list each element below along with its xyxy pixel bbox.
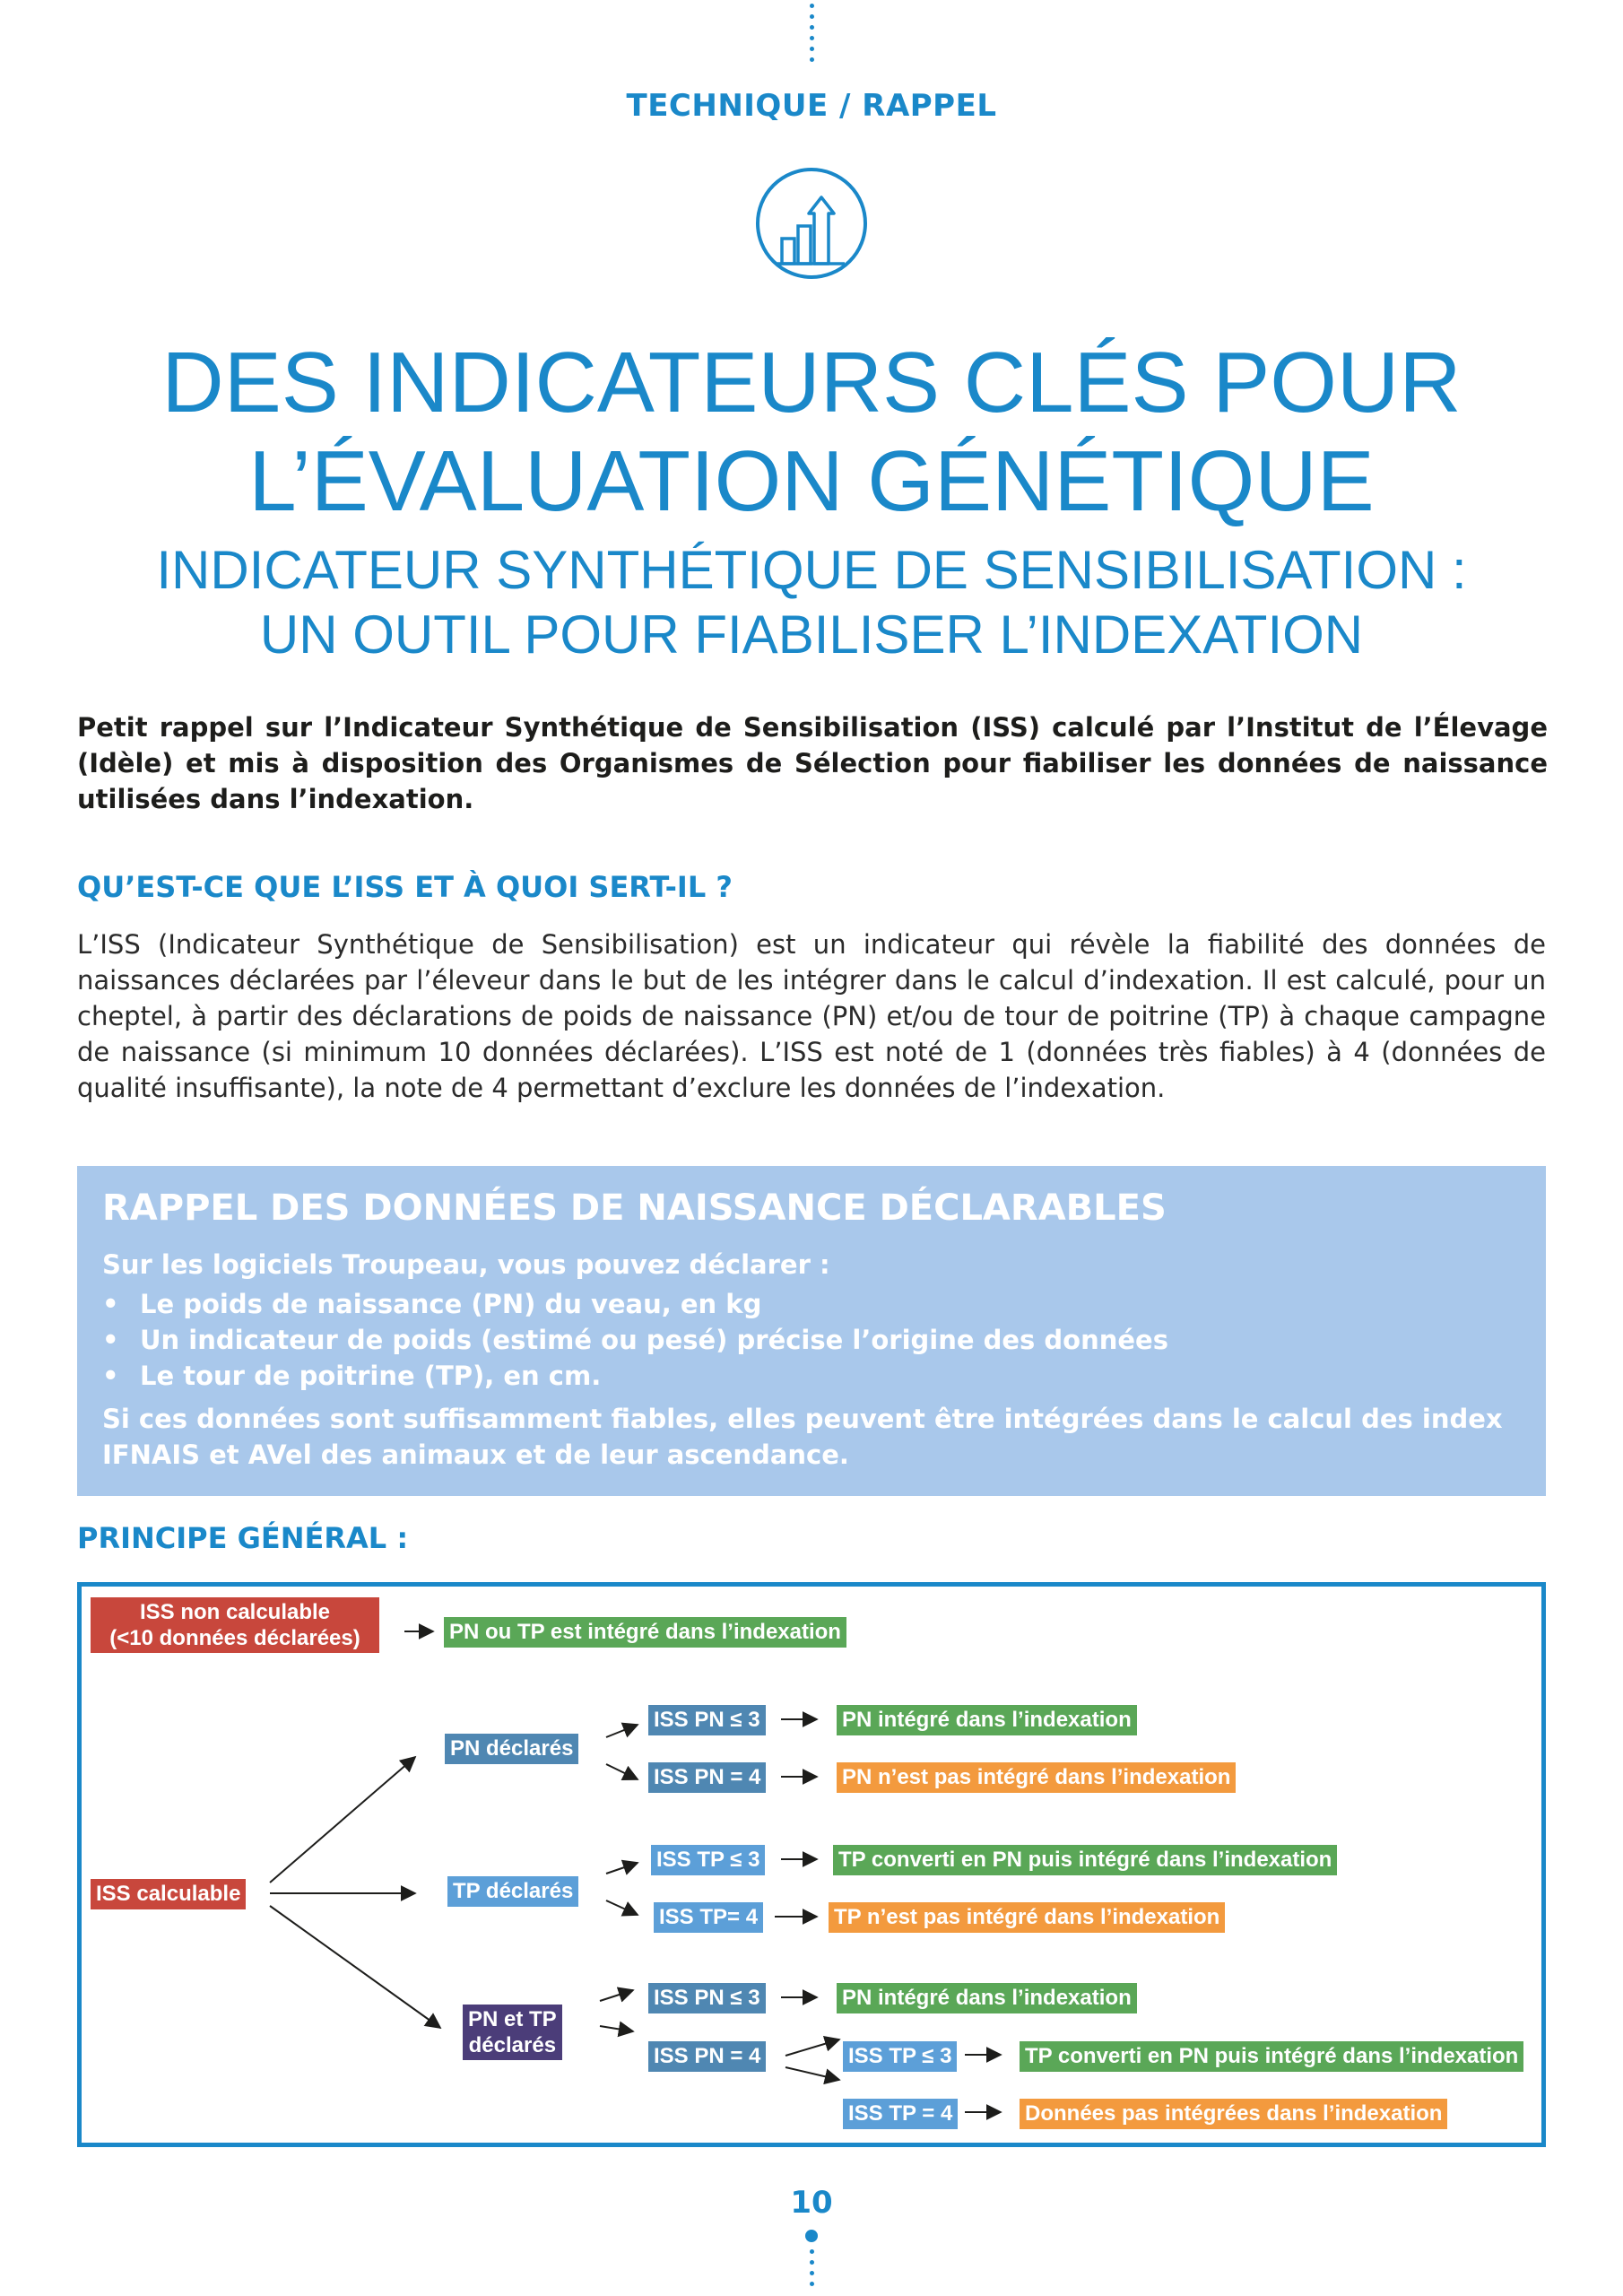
result-pn-non-integre: PN n’est pas intégré dans l’indexation xyxy=(837,1762,1236,1793)
page-subtitle xyxy=(0,538,1623,667)
section-tag: TECHNIQUE / RAPPEL xyxy=(626,88,997,124)
iss-tp-4-box: ISS TP = 4 xyxy=(843,2099,958,2129)
iss-pn-le3-box: ISS PN ≤ 3 xyxy=(648,1983,766,2013)
section-heading-iss: QU’EST-CE QUE L’ISS ET À QUOI SERT-IL ? xyxy=(77,870,733,904)
callout-list xyxy=(102,1286,1521,1394)
page-number: 10 xyxy=(790,2185,833,2221)
callout-lead: Sur les logiciels Troupeau, vous pouvez déclarer : xyxy=(102,1249,830,1280)
page-title xyxy=(0,334,1623,531)
section-heading-principe: PRINCIPE GÉNÉRAL : xyxy=(77,1521,409,1555)
bottom-dot xyxy=(805,2230,818,2242)
title-line-2: L’ÉVALUATION GÉNÉTIQUE xyxy=(248,433,1375,529)
iss-tp-4-box: ISS TP= 4 xyxy=(654,1902,763,1933)
list-item: • Le tour de poitrine (TP), en cm. xyxy=(102,1358,1521,1394)
callout-title: RAPPEL DES DONNÉES DE NAISSANCE DÉCLARABLES xyxy=(102,1187,1167,1229)
iss-non-calculable-note: (<10 données déclarées) xyxy=(109,1626,360,1650)
subtitle-line-1: INDICATEUR SYNTHÉTIQUE DE SENSIBILISATION : xyxy=(156,540,1467,600)
subtitle-line-2: UN OUTIL POUR FIABILISER L’INDEXATION xyxy=(259,604,1364,665)
callout-footer: Si ces données sont suffisamment fiables, elles peuvent être intégrées dans le calcul des index IFNAIS et AVel des animaux et de leur ascendance. xyxy=(102,1404,1503,1470)
rising-bar-chart-icon xyxy=(755,167,868,280)
iss-calculable-box: ISS calculable xyxy=(91,1879,246,1909)
iss-description: L’ISS (Indicateur Synthétique de Sensibilisation) est un indicateur qui révèle la fiabilité des données de naissances déclarées par l’éleveur dans le but de les intégrer dans le calcul d’indexation. Il est calculé, pour un cheptel, à partir des déclarations de poids de naissance (PN) et/ou de tour de poitrine (TP) à chaque campagne de naissance (si minimum 10 données déclarées). L’ISS est noté de 1 (données très fiables) à 4 (données de qualité insuffisante), la note de 4 permettant d’exclure les données de l’indexation. xyxy=(77,929,1546,1103)
bottom-dotted-connector xyxy=(810,2249,815,2292)
iss-tp-le3-box: ISS TP ≤ 3 xyxy=(843,2041,957,2072)
pn-tp-declares-box xyxy=(463,2005,562,2060)
iss-pn-4-box: ISS PN = 4 xyxy=(648,1762,766,1793)
flow-diagram xyxy=(77,1582,1546,2147)
list-item: • Un indicateur de poids (estimé ou pesé) précise l’origine des données xyxy=(102,1322,1521,1358)
iss-non-calculable-box xyxy=(91,1597,379,1653)
iss-non-calculable-label: ISS non calculable xyxy=(139,1600,331,1624)
result-pn-integre: PN intégré dans l’indexation xyxy=(837,1983,1137,2013)
pn-declares-box: PN déclarés xyxy=(445,1734,578,1764)
list-item: • Le poids de naissance (PN) du veau, en kg xyxy=(102,1286,1521,1322)
callout-box xyxy=(77,1166,1546,1496)
result-donnees-non-integrees: Données pas intégrées dans l’indexation xyxy=(1020,2099,1447,2129)
iss-pn-le3-box: ISS PN ≤ 3 xyxy=(648,1705,766,1735)
result-tp-converti: TP converti en PN puis intégré dans l’indexation xyxy=(1020,2041,1523,2072)
iss-pn-4-box: ISS PN = 4 xyxy=(648,2041,766,2072)
pn-tp-declares-line-2: déclarés xyxy=(468,2033,557,2057)
result-pn-integre: PN intégré dans l’indexation xyxy=(837,1705,1137,1735)
title-line-1: DES INDICATEURS CLÉS POUR xyxy=(161,335,1462,430)
result-tp-non-integre: TP n’est pas intégré dans l’indexation xyxy=(829,1902,1225,1933)
tp-declares-box: TP déclarés xyxy=(447,1876,578,1907)
intro-paragraph: Petit rappel sur l’Indicateur Synthétique de Sensibilisation (ISS) calculé par l’Institut de l’Élevage (Idèle) et mis à disposition des Organismes de Sélection pour fiabiliser les données de naissance utilisées dans l’indexation. xyxy=(77,712,1548,814)
iss-tp-le3-box: ISS TP ≤ 3 xyxy=(651,1845,765,1875)
top-dotted-connector xyxy=(810,4,815,68)
result-tp-converti: TP converti en PN puis intégré dans l’indexation xyxy=(833,1845,1337,1875)
result-pn-tp-integre: PN ou TP est intégré dans l’indexation xyxy=(444,1617,846,1648)
pn-tp-declares-line-1: PN et TP xyxy=(468,2007,557,2031)
